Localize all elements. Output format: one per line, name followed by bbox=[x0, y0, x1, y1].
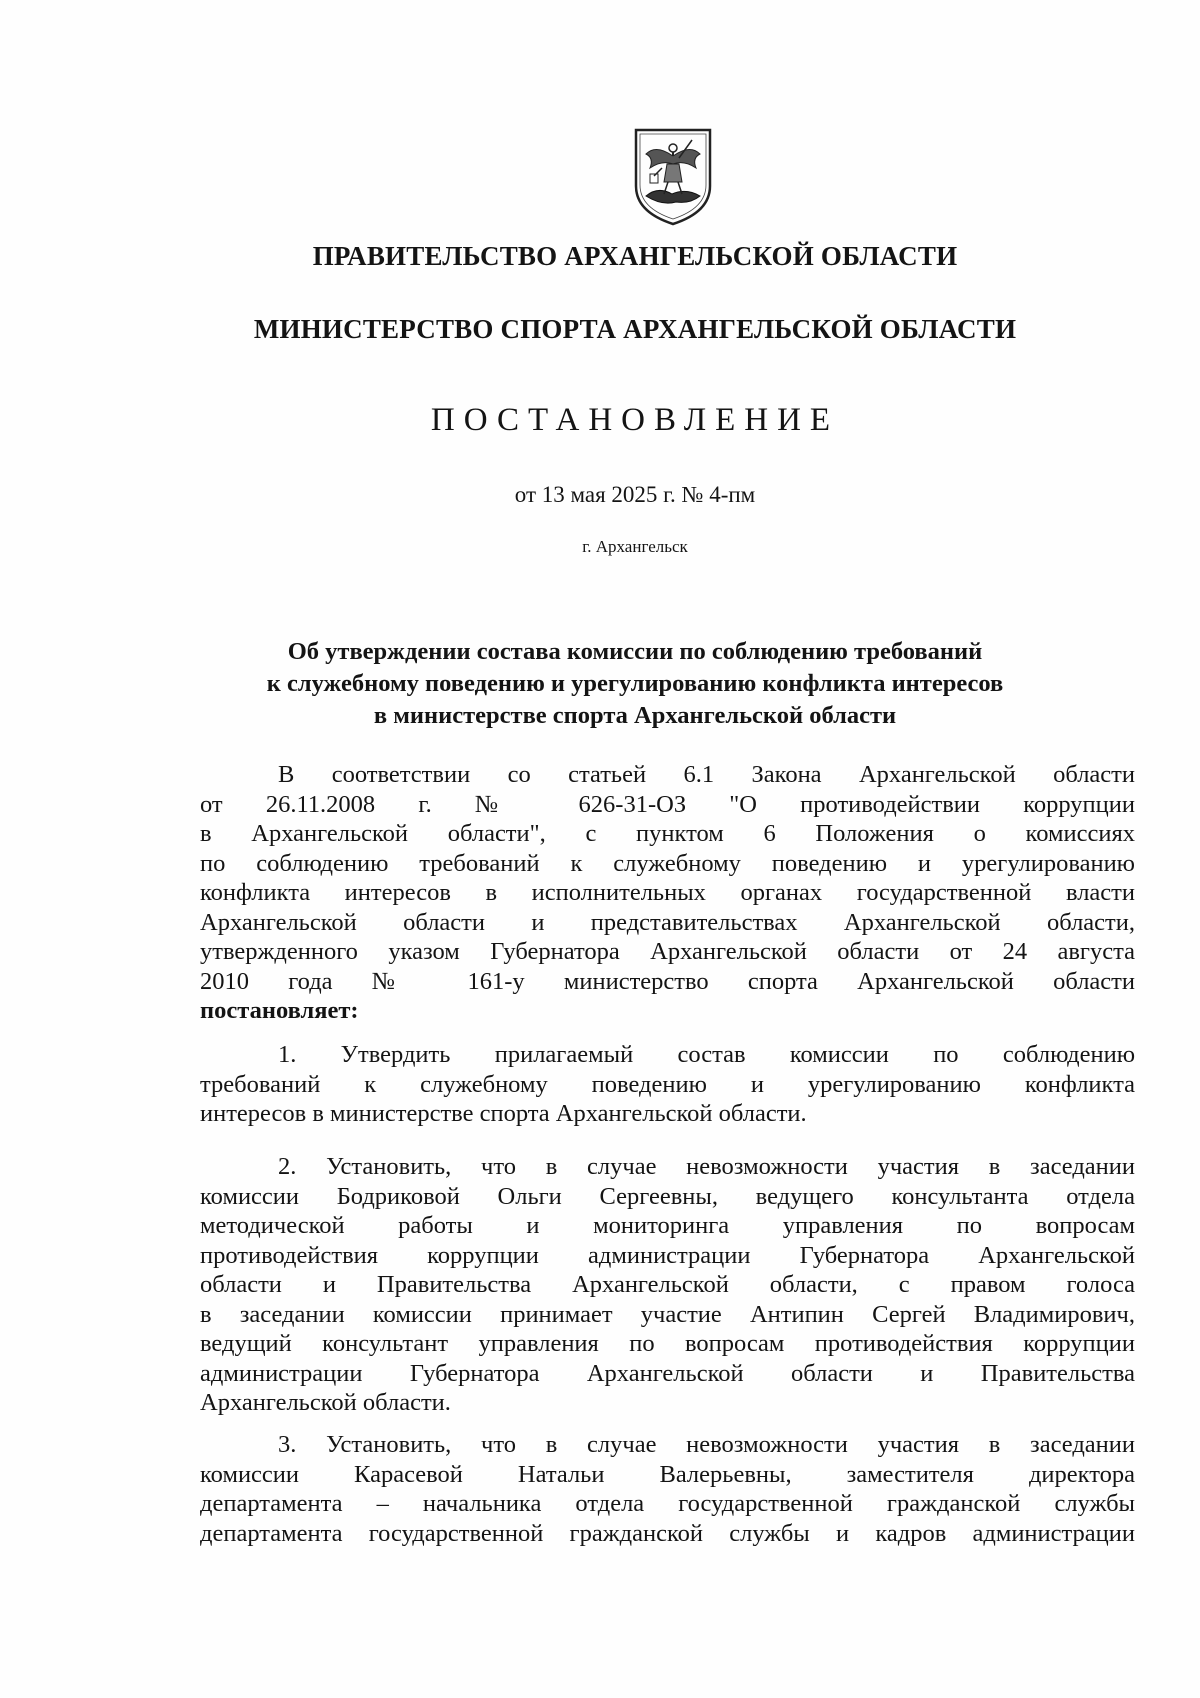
government-heading: ПРАВИТЕЛЬСТВО АРХАНГЕЛЬСКОЙ ОБЛАСТИ bbox=[312, 241, 958, 271]
subject-line: в министерстве спорта Архангельской области bbox=[373, 702, 897, 729]
paragraph-line: в Архангельской области", с пунктом 6 Положения о комиссиях bbox=[200, 820, 1135, 847]
paragraph-line: Архангельской области. bbox=[200, 1389, 451, 1416]
paragraph-line: 2. Установить, что в случае невозможности участия в заседании bbox=[278, 1153, 1135, 1180]
paragraph-line: конфликта интересов в исполнительных органах государственной власти bbox=[200, 879, 1135, 906]
paragraph-line: 1. Утвердить прилагаемый состав комиссии по соблюдению bbox=[278, 1041, 1135, 1068]
paragraph-line: Архангельской области и представительствах Архангельской области, bbox=[200, 908, 1135, 936]
paragraph-line: комиссии Бодриковой Ольги Сергеевны, ведущего консультанта отдела bbox=[200, 1182, 1135, 1210]
paragraph-line: 3. Установить, что в случае невозможности участия в заседании bbox=[278, 1431, 1135, 1458]
document-city: г. Архангельск bbox=[582, 537, 688, 556]
preamble-paragraph bbox=[200, 760, 1135, 1026]
document-date-number: от 13 мая 2025 г. № 4-пм bbox=[514, 482, 756, 507]
paragraph-line: интересов в министерстве спорта Архангельской области. bbox=[200, 1100, 807, 1127]
paragraph-line: по соблюдению требований к служебному поведению и урегулированию bbox=[200, 849, 1135, 877]
paragraph-line: 2010 года № 161-у министерство спорта Архангельской области bbox=[200, 967, 1135, 995]
ministry-heading: МИНИСТЕРСТВО СПОРТА АРХАНГЕЛЬСКОЙ ОБЛАСТИ bbox=[253, 314, 1017, 344]
decree-word: постановляет: bbox=[200, 997, 359, 1024]
document-subject bbox=[0, 636, 1200, 732]
paragraph-line: области и Правительства Архангельской области, с правом голоса bbox=[200, 1271, 1135, 1298]
paragraph-line: методической работы и мониторинга управления по вопросам bbox=[200, 1212, 1135, 1239]
paragraph-line: противодействия коррупции администрации Губернатора Архангельской bbox=[200, 1241, 1135, 1269]
paragraph-line: требований к служебному поведению и урегулированию конфликта bbox=[200, 1070, 1135, 1098]
paragraph-line: комиссии Карасевой Натальи Валерьевны, заместителя директора bbox=[200, 1460, 1135, 1488]
item-2-paragraph bbox=[200, 1152, 1135, 1418]
paragraph-line: ведущий консультант управления по вопросам противодействия коррупции bbox=[200, 1330, 1135, 1357]
subject-line: Об утверждении состава комиссии по соблюдению требований bbox=[287, 638, 983, 665]
document-type-title: ПОСТАНОВЛЕНИЕ bbox=[430, 402, 840, 438]
paragraph-line: департамента – начальника отдела государственной гражданской службы bbox=[200, 1490, 1135, 1517]
paragraph-line: В соответствии со статьей 6.1 Закона Архангельской области bbox=[278, 761, 1135, 788]
coat-of-arms-emblem bbox=[632, 124, 714, 228]
paragraph-line: в заседании комиссии принимает участие Антипин Сергей Владимирович, bbox=[200, 1300, 1135, 1328]
item-3-paragraph bbox=[200, 1430, 1135, 1548]
subject-line: к служебному поведению и урегулированию конфликта интересов bbox=[266, 670, 1004, 697]
paragraph-line: от 26.11.2008 г. № 626-31-ОЗ "О противодействии коррупции bbox=[200, 790, 1135, 818]
paragraph-line: утвержденного указом Губернатора Архангельской области от 24 августа bbox=[200, 938, 1135, 965]
item-1-paragraph bbox=[200, 1040, 1135, 1129]
paragraph-line: департамента государственной гражданской службы и кадров администрации bbox=[200, 1519, 1135, 1547]
paragraph-line: администрации Губернатора Архангельской области и Правительства bbox=[200, 1359, 1135, 1387]
